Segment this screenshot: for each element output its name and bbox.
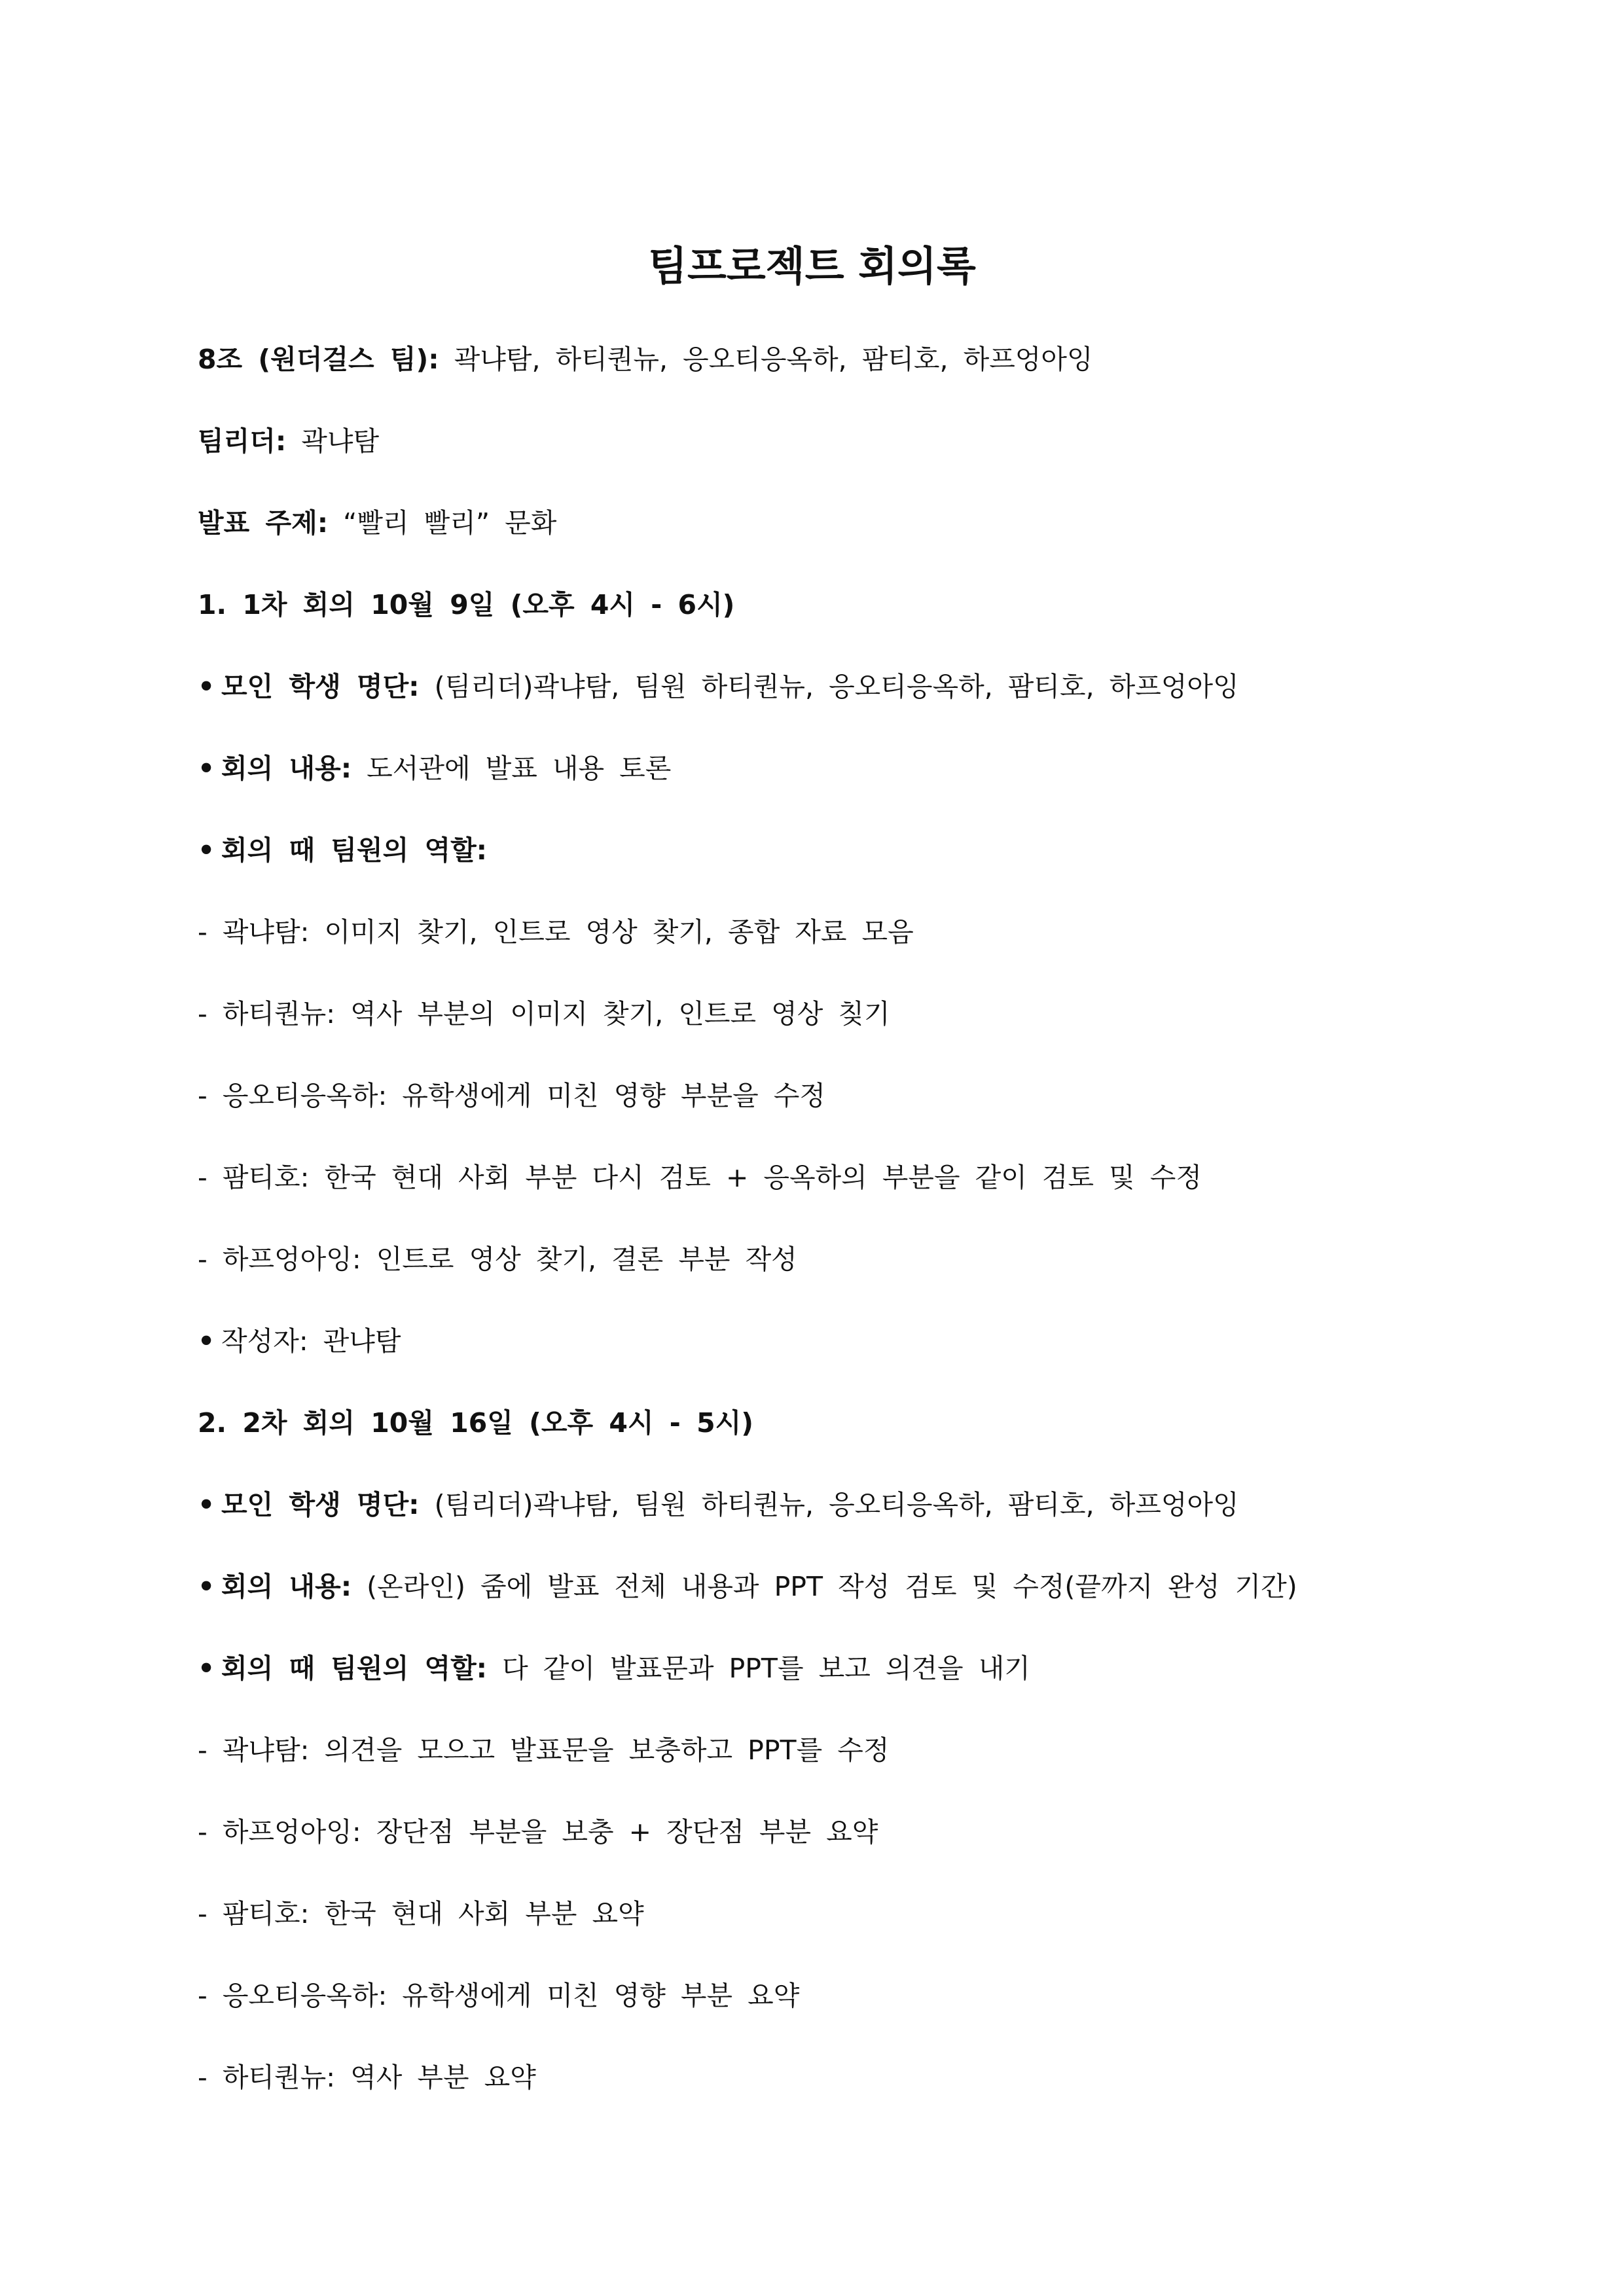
meeting1-attendees-value: (팀리더)곽냐탐, 팀원 하티퀀뉴, 응오티응옥하, 팜티호, 하프엉아잉 (434, 671, 1239, 702)
team-label: 8조 (원더걸스 팀): (198, 344, 439, 375)
meeting2-attendees-label: 모인 학생 명단: (221, 1489, 420, 1520)
bullet: • (198, 1325, 215, 1357)
bullet: • (198, 753, 215, 784)
meeting2-role-item: - 팜티호: 한국 현대 사회 부분 요약 (198, 1898, 644, 1929)
topic-label: 발표 주제: (198, 507, 329, 539)
meeting2-attendees-value: (팀리더)곽냐탐, 팀원 하티퀀뉴, 응오티응옥하, 팜티호, 하프엉아잉 (434, 1489, 1239, 1520)
meeting2-role-item: - 하티퀀뉴: 역사 부분 요약 (198, 2062, 536, 2093)
meeting1-content-value: 도서관에 발표 내용 토론 (367, 753, 672, 784)
page-title: 팀프로젝트 회의록 (648, 242, 976, 290)
meeting2-content-value: (온라인) 줌에 발표 전체 내용과 PPT 작성 검토 및 수정(끝까지 완성 기간) (367, 1571, 1297, 1602)
team-line (198, 340, 1093, 379)
meeting2-role-item: - 곽냐탐: 의견을 모으고 발표문을 보충하고 PPT를 수정 (198, 1734, 890, 1766)
meeting1-attendees-label: 모인 학생 명단: (221, 671, 420, 702)
meeting1-author (198, 1321, 401, 1361)
meeting1-content (198, 749, 671, 788)
meeting1-role-item: - 응오티응옥하: 유학생에게 미친 영향 부분을 수정 (198, 1080, 825, 1111)
meeting2-heading: 2. 2차 회의 10월 16일 (오후 4시 - 5시) (198, 1407, 753, 1439)
meeting1-role-item: - 하프엉아잉: 인트로 영상 찾기, 결론 부분 작성 (198, 1244, 797, 1275)
meeting2-role-item: - 하프엉아잉: 장단점 부분을 보충 + 장단점 부분 요약 (198, 1816, 878, 1848)
meeting1-roles-label: 회의 때 팀원의 역할: (221, 834, 488, 866)
meeting2-role-item: - 응오티응옥하: 유학생에게 미친 영향 부분 요약 (198, 1980, 800, 2011)
meeting2-roles-label: 회의 때 팀원의 역할: (221, 1653, 488, 1684)
bullet: • (198, 1571, 215, 1602)
meeting2-roles-note: 다 같이 발표문과 PPT를 보고 의견을 내기 (502, 1653, 1030, 1684)
bullet: • (198, 834, 215, 866)
leader-line (198, 422, 379, 461)
meeting1-roles (198, 831, 487, 870)
meeting2-content-label: 회의 내용: (221, 1571, 352, 1602)
meeting1-role-item: - 곽냐탐: 이미지 찾기, 인트로 영상 찾기, 종합 자료 모음 (198, 916, 914, 948)
topic-value: “빨리 빨리” 문화 (343, 507, 557, 539)
meeting2-content (198, 1567, 1297, 1606)
meeting1-attendees (198, 667, 1239, 706)
meeting1-role-item: - 하티퀀뉴: 역사 부분의 이미지 찾기, 인트로 영상 칮기 (198, 998, 890, 1030)
bullet: • (198, 671, 215, 702)
leader-value: 곽냐탐 (301, 425, 380, 457)
bullet: • (198, 1653, 215, 1684)
bullet: • (198, 1489, 215, 1520)
meeting2-roles (198, 1649, 1030, 1688)
meeting1-content-label: 회의 내용: (221, 753, 352, 784)
topic-line (198, 503, 556, 543)
team-members: 곽냐탐, 하티퀀뉴, 응오티응옥하, 팜티호, 하프엉아잉 (454, 344, 1093, 375)
meeting2-attendees (198, 1485, 1239, 1524)
meeting1-role-item: - 팜티호: 한국 현대 사회 부분 다시 검토 + 응옥하의 부분을 같이 검토 및 수정 (198, 1162, 1202, 1193)
meeting1-author-value: 작성자: 관냐탐 (221, 1325, 401, 1357)
meeting1-heading: 1. 1차 회의 10월 9일 (오후 4시 - 6시) (198, 589, 735, 620)
leader-label: 팀리더: (198, 425, 287, 457)
